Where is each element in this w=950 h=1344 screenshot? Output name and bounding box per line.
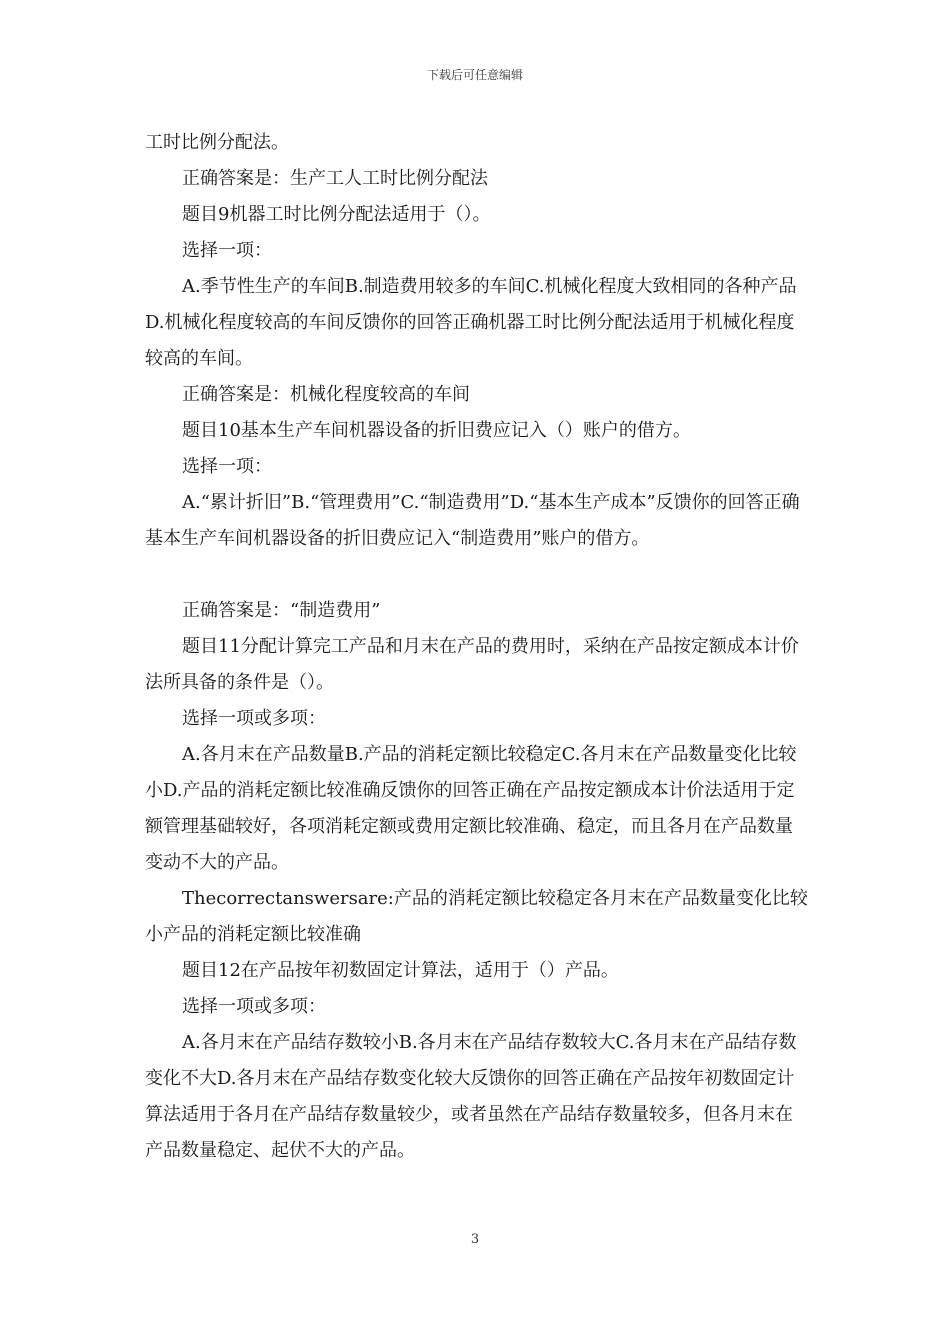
choice-prompt: 选择一项或多项： (182, 996, 326, 1017)
options-feedback: A.“累计折旧”B.“管理费用”C.“制造费用”D.“基本生产成本”反馈你的回答正确基本生产车间机器设备的折旧费应记入“制造费用”账户的借方。 (145, 492, 800, 549)
correct-answer: 正确答案是：“制造费用” (182, 600, 381, 621)
question-title: 题目11分配计算完工产品和月末在产品的费用时，采纳在产品按定额成本计价法所具备的条件是（）。 (145, 636, 799, 693)
choice-prompt: 选择一项： (182, 456, 272, 477)
correct-answer: Thecorrectanswersare:产品的消耗定额比较稳定各月末在产品数量变化比较小产品的消耗定额比较准确 (145, 888, 808, 945)
document-body (145, 125, 810, 1169)
options-feedback: A.季节性生产的车间B.制造费用较多的车间C.机械化程度大致相同的各种产品D.机械化程度较高的车间反馈你的回答正确机器工时比例分配法适用于机械化程度较高的车间。 (145, 276, 797, 369)
paragraph: 工时比例分配法。 (145, 132, 289, 153)
correct-answer: 正确答案是：机械化程度较高的车间 (182, 384, 470, 405)
page-number: 3 (470, 1232, 480, 1247)
choice-prompt: 选择一项： (182, 240, 272, 261)
correct-answer: 正确答案是：生产工人工时比例分配法 (182, 168, 488, 189)
blank-line (145, 557, 810, 593)
question-title: 题目9机器工时比例分配法适用于（）。 (182, 204, 491, 225)
question-title: 题目12在产品按年初数固定计算法，适用于（）产品。 (182, 960, 619, 981)
options-feedback: A.各月末在产品结存数较小B.各月末在产品结存数较大C.各月末在产品结存数变化不大D.各月末在产品结存数变化较大反馈你的回答正确在产品按年初数固定计算法适用于各月在产品结存数量较少，或者虽然在产品结存数量较多，但各月末在产品数量稳定、起伏不大的产品。 (145, 1032, 797, 1161)
choice-prompt: 选择一项或多项： (182, 708, 326, 729)
page-header: 下载后可任意编辑 (426, 68, 523, 82)
options-feedback: A.各月末在产品数量B.产品的消耗定额比较稳定C.各月末在产品数量变化比较小D.产品的消耗定额比较准确反馈你的回答正确在产品按定额成本计价法适用于定额管理基础较好，各项消耗定额或费用定额比较准确、稳定，而且各月在产品数量变动不大的产品。 (145, 744, 797, 873)
question-title: 题目10基本生产车间机器设备的折旧费应记入（）账户的借方。 (182, 420, 691, 441)
